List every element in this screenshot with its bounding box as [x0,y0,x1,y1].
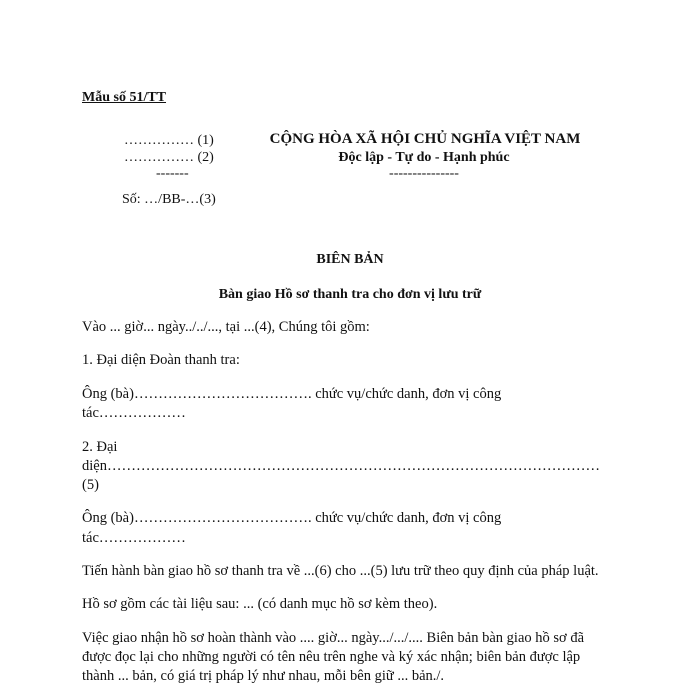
handover-statement: Tiến hành bàn giao hồ sơ thanh tra về ...(6) cho ...(5) lưu trữ theo quy định của pháp luật. [82,563,599,579]
section-2-person-line-2: tác……………… [82,530,186,546]
national-motto: Độc lập - Tự do - Hạnh phúc [338,150,510,165]
agency-line-1: …………… (1) [124,133,214,148]
section-2-line-3: (5) [82,477,99,493]
agency-line-2: …………… (2) [124,150,214,165]
section-1-person-line-1: Ông (bà)………………………………. chức vụ/chức danh, đơn vị công [82,386,502,402]
closing-line-2: được đọc lại cho những người có tên nêu trên nghe và ký xác nhận; biên bản được lập [82,649,581,665]
header-right-divider: --------------- [389,166,459,181]
section-2-line-2: diện………………………………………………………………………………………… [82,458,600,474]
document-title: BIÊN BẢN [316,252,384,267]
section-2-line-1: 2. Đại [82,439,118,455]
closing-line-3: thành ... bản, có giá trị pháp lý như nhau, mỗi bên giữ ... bản./. [82,668,445,684]
country-name: CỘNG HÒA XÃ HỘI CHỦ NGHĨA VIỆT NAM [269,131,581,147]
form-number: Mẫu số 51/TT [82,90,167,105]
section-1-person-line-2: tác……………… [82,405,186,421]
intro-line: Vào ... giờ... ngày../../..., tại ...(4), Chúng tôi gồm: [82,319,370,335]
section-1-title: 1. Đại diện Đoàn thanh tra: [82,352,240,368]
section-2-person-line-1: Ông (bà)………………………………. chức vụ/chức danh, đơn vị công [82,510,502,526]
header-left-divider: ------- [156,166,189,181]
document-subtitle: Bàn giao Hồ sơ thanh tra cho đơn vị lưu trữ [218,287,482,302]
documents-statement: Hồ sơ gồm các tài liệu sau: ... (có danh mục hồ sơ kèm theo). [82,596,438,612]
closing-line-1: Việc giao nhận hồ sơ hoàn thành vào .... giờ... ngày.../.../.... Biên bản bàn giao hồ sơ đã [82,630,585,646]
document-number: Số: …/BB-…(3) [122,192,216,207]
